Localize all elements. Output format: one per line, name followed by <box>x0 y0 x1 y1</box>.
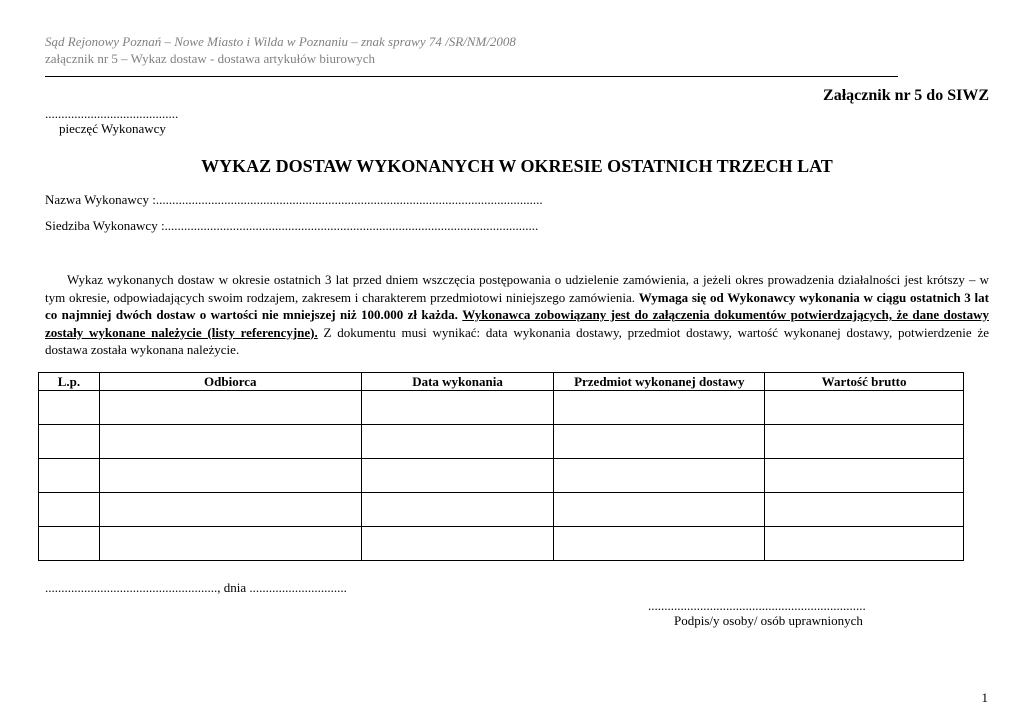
table-cell[interactable] <box>554 425 765 459</box>
instructions-paragraph <box>45 271 989 359</box>
table-cell[interactable] <box>765 391 964 425</box>
table-cell[interactable] <box>99 391 361 425</box>
signature-label: Podpis/y osoby/ osób uprawnionych <box>674 613 863 628</box>
header-execution-date: Data wykonania <box>361 373 554 391</box>
paragraph-text-2: Z dokumentu musi wynikać: data wykonania dostawy, przedmiot dostawy, wartość wykonanej dostawy, potwierdzenie że dostawa została wykonana należycie. <box>45 324 989 357</box>
contractor-seat-field: Siedziba Wykonawcy :................................................................................................................... <box>45 218 539 233</box>
attachment-subheader: załącznik nr 5 – Wykaz dostaw - dostawa artykułów biurowych <box>45 51 376 66</box>
header-divider <box>45 76 898 77</box>
table-cell[interactable] <box>39 459 100 493</box>
header-gross-value: Wartość brutto <box>765 373 964 391</box>
table-cell[interactable] <box>554 493 765 527</box>
table-cell[interactable] <box>765 459 964 493</box>
table-cell[interactable] <box>361 527 554 561</box>
table-row <box>39 459 964 493</box>
paragraph-bold-requirement: Wymaga się od Wykonawcy wykonania w ciągu ostatnich 3 lat co najmniej dwóch dostaw o wartości nie mniejszej niż 100.000 zł każda. <box>45 289 989 322</box>
table-row <box>39 425 964 459</box>
header-lp: L.p. <box>39 373 100 391</box>
table-cell[interactable] <box>39 527 100 561</box>
contractor-name-field: Nazwa Wykonawcy :....................................................................................................................... <box>45 192 543 207</box>
paragraph-text-1: Wykaz wykonanych dostaw w okresie ostatnich 3 lat przed dniem wszczęcia postępowania o udzielenie zamówienia, a jeżeli okres prowadzenia działalności jest krótszy – w tym okresie, odpowiadających swoim rodzajem, zakresem i charakterem przedmiotowi niniejszego zamówienia. <box>45 272 989 305</box>
signature-dots: ................................................................... <box>648 598 866 613</box>
table-cell[interactable] <box>361 425 554 459</box>
table-cell[interactable] <box>99 527 361 561</box>
table-cell[interactable] <box>765 425 964 459</box>
table-cell[interactable] <box>361 391 554 425</box>
table-cell[interactable] <box>361 493 554 527</box>
table-cell[interactable] <box>99 493 361 527</box>
paragraph-underlined-requirement: Wykonawca zobowiązany jest do załączenia dokumentów potwierdzających, że dane dostawy zostały wykonane należycie (listy referencyjne). <box>45 307 990 340</box>
place-date-line: ....................................................., dnia .............................. <box>45 580 347 595</box>
stamp-label: pieczęć Wykonawcy <box>59 121 166 136</box>
table-cell[interactable] <box>361 459 554 493</box>
table-row <box>39 391 964 425</box>
deliveries-table <box>38 372 964 561</box>
table-cell[interactable] <box>39 493 100 527</box>
table-cell[interactable] <box>99 459 361 493</box>
header-delivery-subject: Przedmiot wykonanej dostawy <box>554 373 765 391</box>
annex-label: Załącznik nr 5 do SIWZ <box>823 87 989 104</box>
table-row <box>39 527 964 561</box>
table-row <box>39 493 964 527</box>
table-cell[interactable] <box>554 391 765 425</box>
document-title: WYKAZ DOSTAW WYKONANYCH W OKRESIE OSTATNICH TRZECH LAT <box>201 156 833 176</box>
table-cell[interactable] <box>39 391 100 425</box>
table-cell[interactable] <box>554 459 765 493</box>
table-cell[interactable] <box>39 425 100 459</box>
table-cell[interactable] <box>99 425 361 459</box>
table-cell[interactable] <box>765 493 964 527</box>
table-cell[interactable] <box>765 527 964 561</box>
header-recipient: Odbiorca <box>99 373 361 391</box>
table-cell[interactable] <box>554 527 765 561</box>
table-header-row <box>39 373 964 391</box>
case-reference-header: Sąd Rejonowy Poznań – Nowe Miasto i Wilda w Poznaniu – znak sprawy 74 /SR/NM/2008 <box>45 34 516 49</box>
page-number: 1 <box>981 690 988 705</box>
stamp-placeholder-dots: ......................................... <box>45 106 179 121</box>
